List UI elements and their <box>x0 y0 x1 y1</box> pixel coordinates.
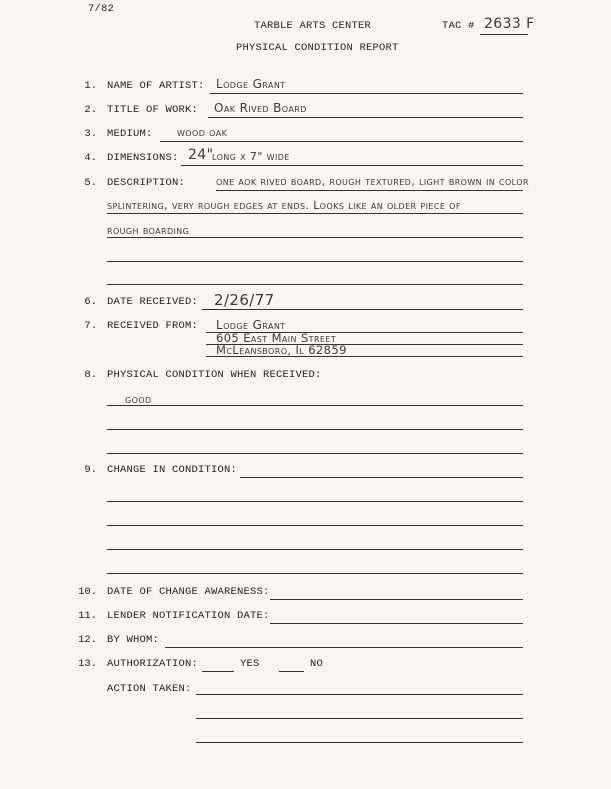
date-received-value[interactable]: 2/26/77 <box>214 291 275 309</box>
dimensions-value-length[interactable]: 24" <box>188 147 214 163</box>
artist-label: NAME OF ARTIST: <box>107 80 205 92</box>
medium-label: MEDIUM: <box>107 128 153 140</box>
tac-number[interactable]: 2633 F <box>484 16 535 32</box>
received-from-street[interactable]: 605 East Main Street <box>216 331 337 345</box>
lender-notification-line[interactable] <box>270 623 523 624</box>
field-number: 13. <box>78 658 97 670</box>
field-number: 11. <box>78 610 97 622</box>
field-number: 3. <box>84 128 97 140</box>
date-code: 7/82 <box>88 3 115 15</box>
received-from-city[interactable]: McLeansboro, Il 62859 <box>216 343 347 357</box>
report-title: PHYSICAL CONDITION REPORT <box>236 42 399 54</box>
field-number: 12. <box>78 634 97 646</box>
condition-received-label: PHYSICAL CONDITION WHEN RECEIVED: <box>107 369 322 381</box>
condition-rule-3 <box>107 453 523 454</box>
by-whom-label: BY WHOM: <box>107 634 160 646</box>
authorization-yes-blank[interactable] <box>202 671 234 672</box>
tac-number-line <box>480 34 528 35</box>
change-awareness-line[interactable] <box>270 599 523 600</box>
description-rule-2 <box>107 213 523 214</box>
field-number: 2. <box>84 104 97 116</box>
change-condition-rule-3[interactable] <box>107 525 523 526</box>
received-from-label: RECEIVED FROM: <box>107 320 199 332</box>
dimensions-value-rest[interactable]: long x 7" wide <box>212 150 290 163</box>
change-condition-label: CHANGE IN CONDITION: <box>107 464 238 476</box>
received-from-rule-3 <box>206 356 523 357</box>
action-taken-rule-1[interactable] <box>196 694 523 695</box>
field-number: 10. <box>78 586 97 598</box>
description-rule-4 <box>107 261 523 262</box>
org-name: TARBLE ARTS CENTER <box>254 20 372 32</box>
tac-label: TAC # <box>442 20 475 32</box>
received-from-name[interactable]: Lodge Grant <box>216 318 286 332</box>
action-taken-rule-2[interactable] <box>196 718 523 719</box>
date-received-line <box>202 309 523 310</box>
field-number: 1. <box>84 80 97 92</box>
medium-line <box>160 141 523 142</box>
authorization-yes-label: YES <box>240 658 260 670</box>
action-taken-label: ACTION TAKEN: <box>107 683 192 695</box>
artist-value[interactable]: Lodge Grant <box>216 77 286 91</box>
field-number: 7. <box>84 320 97 332</box>
condition-rule-2 <box>107 429 523 430</box>
description-rule-5 <box>107 284 523 285</box>
description-line-2[interactable]: splintering, very rough edges at ends. Looks like an older piece of <box>107 199 461 212</box>
lender-notification-label: LENDER NOTIFICATION DATE: <box>107 610 270 622</box>
artist-line <box>210 93 523 94</box>
field-number: 4. <box>84 152 97 164</box>
field-number: 5. <box>84 177 97 189</box>
title-line <box>208 117 523 118</box>
authorization-label: AUTHORIZATION: <box>107 658 199 670</box>
condition-rule-1 <box>107 405 523 406</box>
description-line-1[interactable]: one aok rived board, rough textured, light brown in color <box>216 175 529 188</box>
field-number: 9. <box>84 464 97 476</box>
by-whom-line[interactable] <box>165 647 523 648</box>
description-label: DESCRIPTION: <box>107 177 186 189</box>
field-number: 8. <box>84 369 97 381</box>
change-condition-rule-2[interactable] <box>107 501 523 502</box>
change-condition-rule-4[interactable] <box>107 549 523 550</box>
description-rule-1 <box>216 190 523 191</box>
field-number: 6. <box>84 296 97 308</box>
dimensions-label: DIMENSIONS: <box>107 152 179 164</box>
title-value[interactable]: Oak Rived Board <box>214 101 307 115</box>
action-taken-rule-3[interactable] <box>196 742 523 743</box>
description-line-3[interactable]: rough boarding <box>107 224 190 237</box>
condition-received-value[interactable]: good <box>125 393 152 406</box>
change-awareness-label: DATE OF CHANGE AWARENESS: <box>107 586 270 598</box>
medium-value[interactable]: wood oak <box>177 126 228 139</box>
date-received-label: DATE RECEIVED: <box>107 296 199 308</box>
change-condition-rule-1[interactable] <box>240 477 523 478</box>
authorization-no-label: NO <box>310 658 324 670</box>
description-rule-3 <box>107 237 523 238</box>
authorization-no-blank[interactable] <box>279 671 304 672</box>
dimensions-line <box>181 165 523 166</box>
change-condition-rule-5[interactable] <box>107 573 523 574</box>
title-label: TITLE OF WORK: <box>107 104 199 116</box>
